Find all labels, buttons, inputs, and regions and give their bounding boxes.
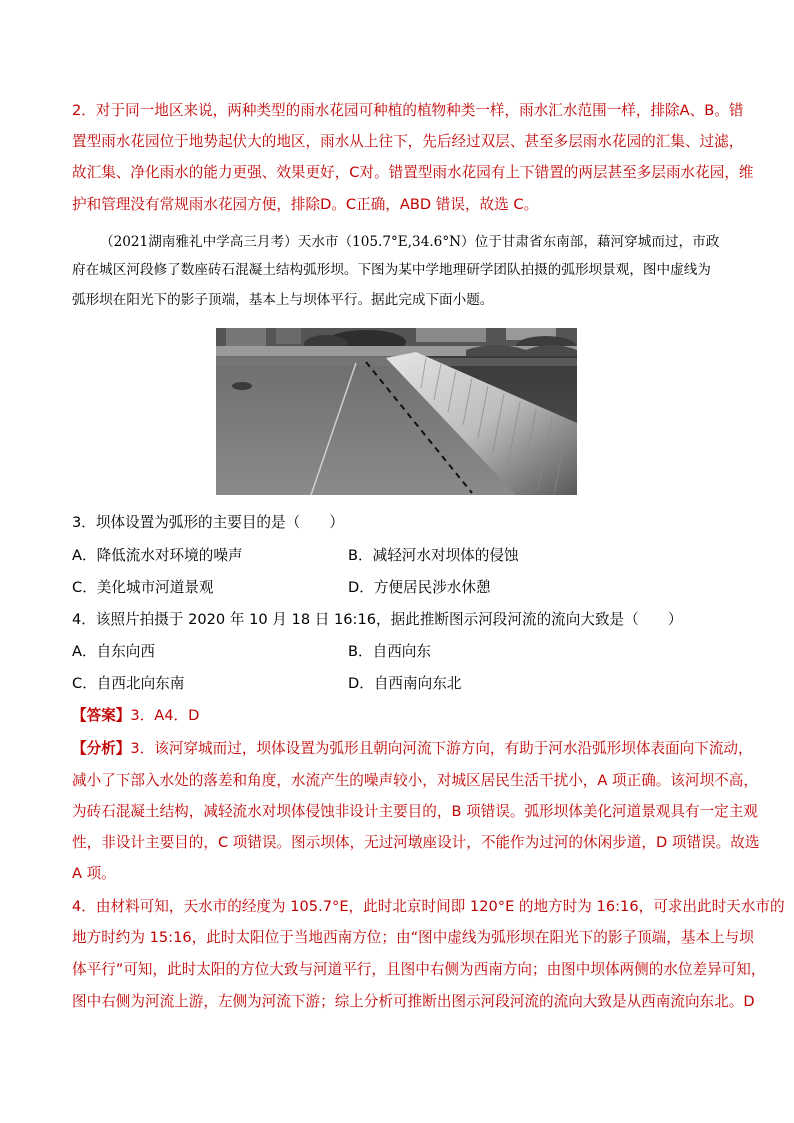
q4-option-b: B．自西向东: [348, 643, 431, 660]
analysis-line-4: 性，非设计主要目的，C 项错误。图示坝体，无过河墩座设计，不能作为过河的休闲步道，D 项错误。故选: [72, 834, 760, 851]
material-line-3: 弧形坝在阳光下的影子顶端，基本上与坝体平行。据此完成下面小题。: [72, 292, 494, 308]
analysis-first-line: [72, 739, 753, 759]
answer-label: 【答案】: [72, 707, 131, 724]
arc-dam-photo: [216, 328, 577, 495]
analysis-line-2: 减小了下部入水处的落差和角度，水流产生的噪声较小，对城区居民生活干扰小，A 项正确。该河坝不高，: [72, 772, 758, 789]
solution2-line-1: 2．对于同一地区来说，两种类型的雨水花园可种植的植物种类一样，雨水汇水范围一样，排除A、B。错: [72, 102, 744, 119]
q4-stem: 4．该照片拍摄于 2020 年 10 月 18 日 16:16，据此推断图示河段河流的流向大致是（ ）: [72, 611, 683, 628]
solution2-line-4: 护和管理没有常规雨水花园方便，排除D。C正确，ABD 错误，故选 C。: [72, 196, 539, 213]
q3-option-a: A．降低流水对环境的噪声: [72, 547, 243, 564]
analysis-label: 【分析】: [72, 740, 131, 757]
q4-option-c: C．自西北向东南: [72, 675, 185, 692]
q3-option-c: C．美化城市河道景观: [72, 579, 214, 596]
answer-row: [72, 706, 199, 726]
answer-text: 3．A4．D: [130, 707, 200, 724]
solution2-line-2: 置型雨水花园位于地势起伏大的地区，雨水从上往下，先后经过双层、甚至多层雨水花园的汇集、过滤，: [72, 133, 744, 150]
analysis-first-text: 3．该河穿城而过，坝体设置为弧形且朝向河流下游方向，有助于河水沿弧形坝体表面向下流动，: [130, 740, 753, 757]
q4-option-d: D．自西南向东北: [348, 675, 462, 692]
q3-option-d: D．方便居民涉水休憩: [348, 579, 491, 596]
q3-stem: 3．坝体设置为弧形的主要目的是（ ）: [72, 514, 344, 531]
analysis-q4-line-3: 体平行”可知，此时太阳的方位大致与河道平行，且图中右侧为西南方向；由图中坝体两侧的水位差异可知，: [72, 961, 766, 978]
material-line-1: （2021湖南雅礼中学高三月考）天水市（105.7°E,34.6°N）位于甘肃省东南部，藉河穿城而过，市政: [100, 234, 720, 250]
analysis-line-3: 为砖石混凝土结构，减轻流水对坝体侵蚀非设计主要目的，B 项错误。弧形坝体美化河道景观具有一定主观: [72, 803, 758, 820]
analysis-q4-line-1: 4．由材料可知，天水市的经度为 105.7°E，此时北京时间即 120°E 的地方时为 16:16，可求出此时天水市的: [72, 898, 785, 915]
q4-option-a: A．自东向西: [72, 643, 155, 660]
material-line-2: 府在城区河段修了数座砖石混凝土结构弧形坝。下图为某中学地理研学团队拍摄的弧形坝景观，图中虚线为: [72, 262, 711, 278]
solution2-line-3: 故汇集、净化雨水的能力更强、效果更好，C对。错置型雨水花园有上下错置的两层甚至多层雨水花园，维: [72, 164, 754, 181]
q3-option-b: B．减轻河水对坝体的侵蚀: [348, 547, 519, 564]
analysis-line-5: A 项。: [72, 865, 116, 882]
analysis-q4-line-4: 图中右侧为河流上游，左侧为河流下游；综上分析可推断出图示河段河流的流向大致是从西南流向东北。D: [72, 993, 755, 1010]
analysis-q4-line-2: 地方时约为 15:16，此时太阳位于当地西南方位；由“图中虚线为弧形坝在阳光下的影子顶端，基本上与坝: [72, 929, 754, 946]
